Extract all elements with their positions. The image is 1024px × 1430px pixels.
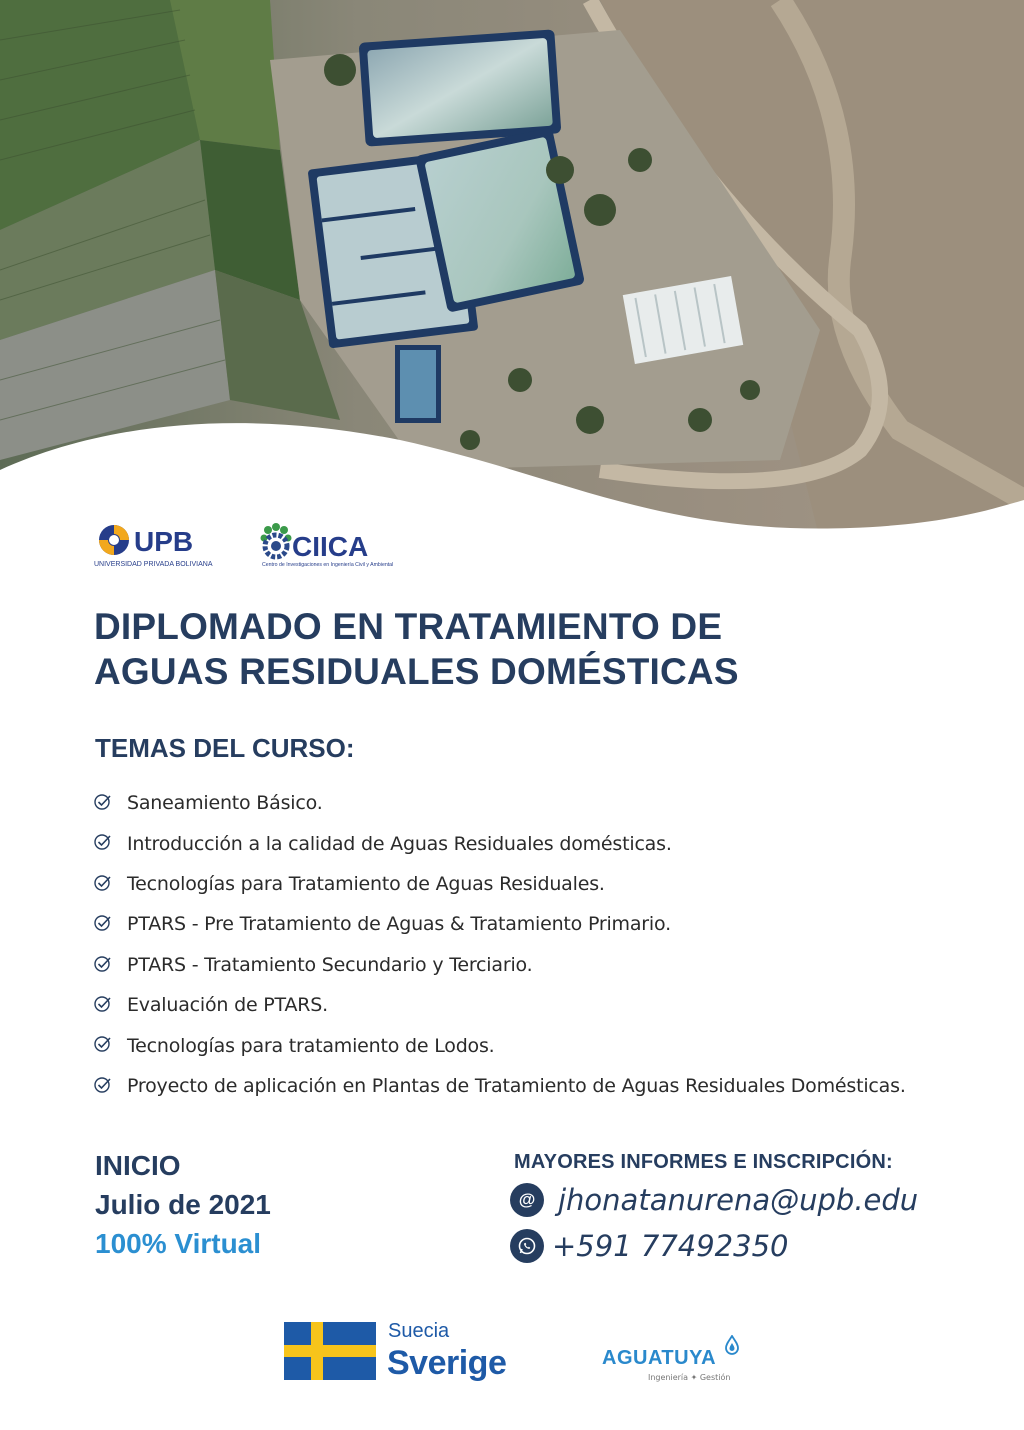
sweden-logo	[284, 1320, 524, 1384]
check-icon	[94, 914, 112, 932]
page-title	[94, 604, 954, 694]
ciica-logo	[258, 518, 418, 570]
ciica-logo-name: CIICA	[292, 531, 369, 562]
title-line-1: DIPLOMADO EN TRATAMIENTO DE	[94, 606, 723, 647]
phone-contact[interactable]	[510, 1229, 788, 1263]
check-icon	[94, 874, 112, 892]
email-contact[interactable]	[510, 1183, 918, 1217]
list-item	[94, 783, 994, 823]
topic-text: Tecnologías para tratamiento de Lodos.	[127, 1034, 495, 1057]
check-icon	[94, 995, 112, 1013]
topic-text: Tecnologías para Tratamiento de Aguas Residuales.	[127, 872, 605, 895]
topics-heading: TEMAS DEL CURSO:	[95, 733, 355, 763]
list-item	[94, 864, 994, 904]
check-icon	[94, 833, 112, 851]
check-icon	[94, 793, 112, 811]
list-item	[94, 945, 994, 985]
sweden-label-es: Suecia	[388, 1320, 450, 1342]
upb-logo	[94, 518, 234, 570]
topics-list	[94, 783, 994, 1106]
at-icon: @	[510, 1183, 544, 1217]
topic-text: Introducción a la calidad de Aguas Residuales domésticas.	[127, 832, 672, 855]
topic-text: PTARS - Pre Tratamiento de Aguas & Tratamiento Primario.	[127, 913, 671, 936]
ciica-logo-subtitle: Centro de Investigaciones en Ingeniería Civil y Ambiental	[262, 562, 394, 568]
sweden-flag-icon	[284, 1322, 376, 1380]
phone-text[interactable]: +591 77492350	[552, 1229, 789, 1263]
water-drop-icon	[725, 1335, 739, 1355]
topic-text: Saneamiento Básico.	[127, 792, 323, 815]
hero-aerial-photo	[0, 0, 1024, 540]
check-icon	[94, 955, 112, 973]
list-item	[94, 904, 994, 944]
topic-text: Evaluación de PTARS.	[127, 994, 328, 1017]
info-heading: MAYORES INFORMES E INSCRIPCIÓN:	[514, 1151, 893, 1173]
sweden-label-sv: Sverige	[387, 1344, 507, 1382]
title-line-2: AGUAS RESIDUALES DOMÉSTICAS	[94, 651, 739, 692]
list-item	[94, 823, 994, 863]
start-info	[95, 1146, 271, 1263]
topic-text: Proyecto de aplicación en Plantas de Tratamiento de Aguas Residuales Domésticas.	[127, 1074, 906, 1097]
start-label: INICIO	[95, 1150, 181, 1181]
start-date: Julio de 2021	[95, 1189, 271, 1220]
list-item	[94, 1025, 994, 1065]
aguatuya-name: AGUATUYA	[602, 1347, 717, 1369]
upb-logo-name: UPB	[134, 526, 194, 557]
check-icon	[94, 1035, 112, 1053]
list-item	[94, 1066, 994, 1106]
topic-text: PTARS - Tratamiento Secundario y Terciario.	[127, 953, 533, 976]
email-text[interactable]: jhonatanurena@upb.edu	[558, 1183, 919, 1217]
list-item	[94, 985, 994, 1025]
start-mode: 100% Virtual	[95, 1228, 262, 1259]
aguatuya-tagline: Ingeniería ✦ Gestión	[648, 1373, 731, 1382]
aguatuya-logo	[600, 1332, 750, 1388]
upb-logo-subtitle: UNIVERSIDAD PRIVADA BOLIVIANA	[94, 561, 213, 568]
whatsapp-icon	[510, 1229, 544, 1263]
check-icon	[94, 1076, 112, 1094]
